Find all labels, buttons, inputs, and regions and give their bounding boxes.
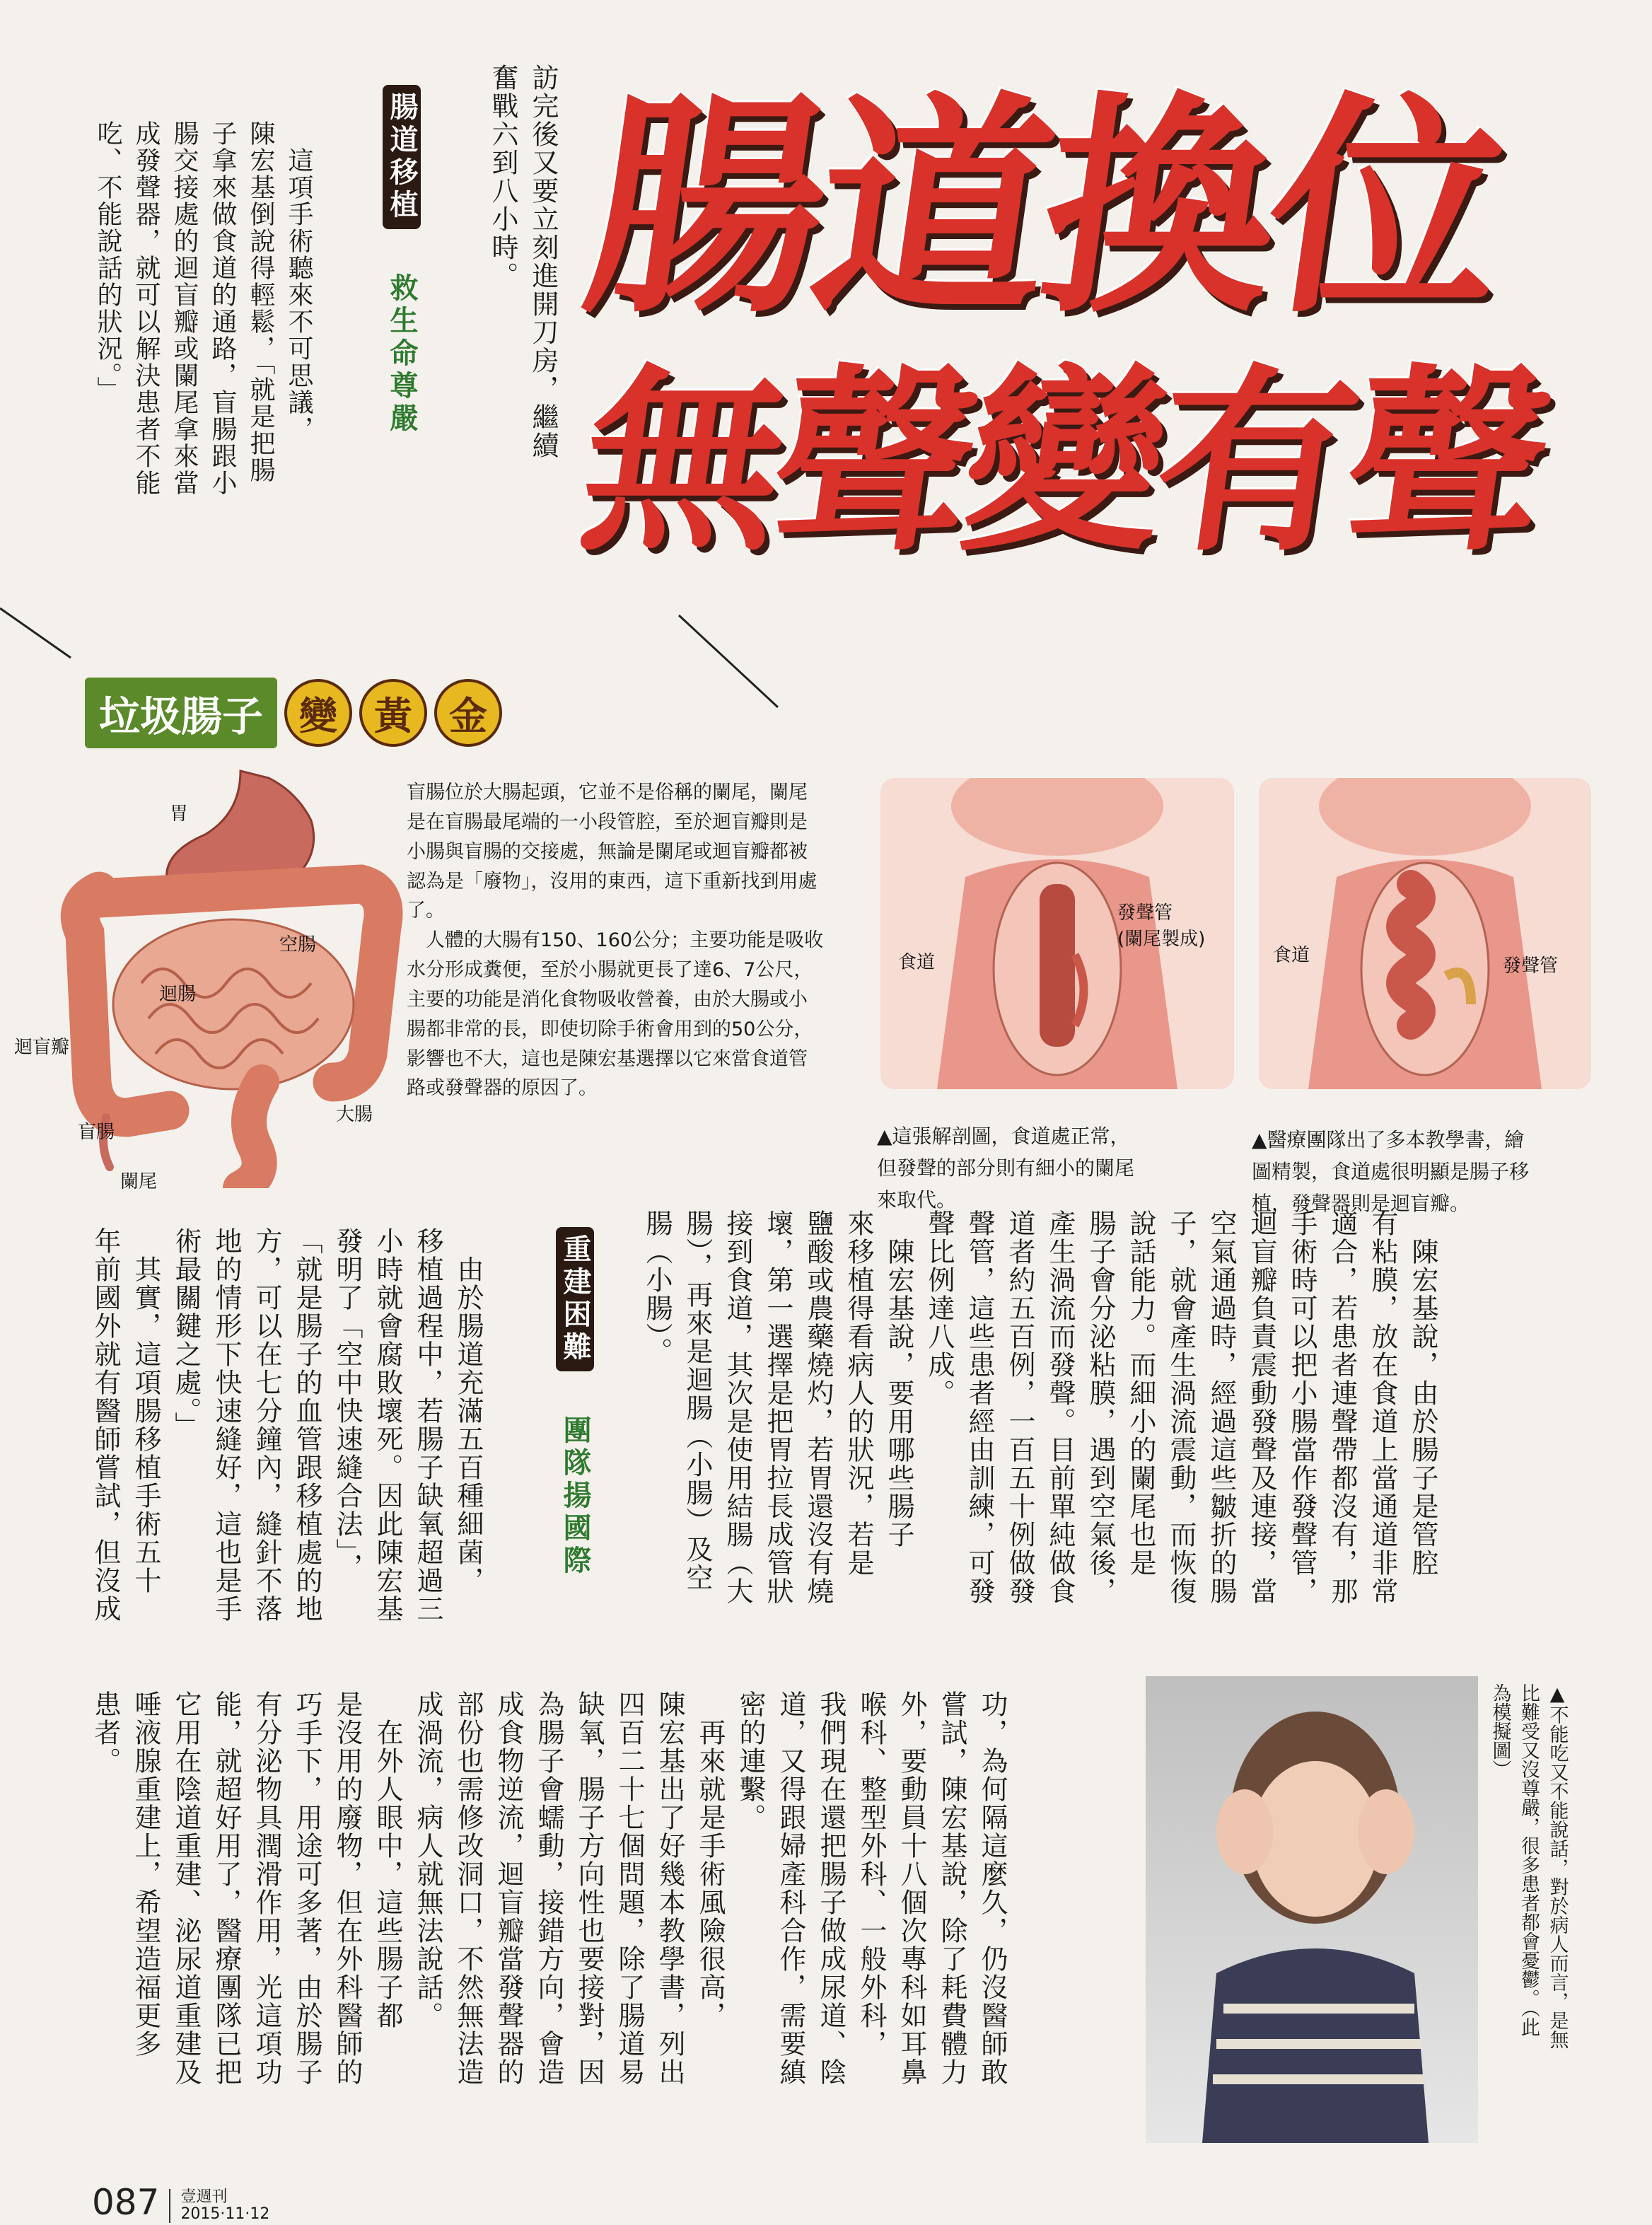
sidebar-title-text: 垃圾腸子	[85, 678, 277, 748]
sidebar-text: 盲腸位於大腸起頭，它並不是俗稱的闌尾，闌尾是在盲腸最尾端的一小段管腔，至於迴盲瓣則是小腸與盲腸的交接處，無論是闌尾或迴盲瓣都被認為是「廢物」，沒用的東西，這下重新找到用處了。 人體的大腸有150、160公分；主要功能是吸收水分形成糞便，至於小腸就更長了達6、7公尺，主要的功能是消化食物吸收營養，由於大腸或小腸都非常的長，即使切除手術會用到的50公分，影響也不大，這也是陳宏基選擇以它來當食道管路或發聲器的原因了。	[407, 782, 824, 1100]
headline-line2: 無聲變有聲	[568, 348, 1556, 579]
body-paragraph-2: 陳宏基說，由於腸子是管腔 有粘膜，放在食道上當通道非常 適合，若患者連聲帶都沒有，那 手術時可以把小腸當作發聲管， 迴盲瓣負責震動發聲及連接，當 空氣通過時，經過這些皺折的腸 子，就會產生渦流震動，而恢復 說話能力。而細小的闌尾也是 腸子會分泌粘膜，遇到空氣後， 產生渦流而發聲。目前單純做食 道者約五百例，一百五十例做發 聲管，這些患者經由訓練，可發 聲比例達八成。 陳宏基說，要用哪些腸子 來移植得看病人的狀況，若是 鹽酸或農藥燒灼，若胃還沒有燒 壞，第一選擇是把胃拉長成管狀 接到食道，其次是使用結腸（大 腸），再來是迴腸（小腸）及空 腸（小腸）。	[641, 1209, 1438, 1605]
issue-date: 2015·11·12	[180, 2204, 270, 2223]
body-paragraph-3: 由於腸道充滿五百種細菌， 移植過程中，若腸子缺氧超過三 小時就會腐敗壞死。因此陳宏基 發明了「空中快速縫合法」， 「就是腸子的血管跟移植處的地 方，可以在七分鐘內，縫針不落 地的情形下快速縫好，這也是手 術最關鍵之處。」 其實，這項腸移植手術五十 年前國外就有醫師嘗試，但沒成	[90, 1227, 484, 1623]
label-ileum: 迴腸	[159, 984, 197, 1005]
fig1-label-esophagus: 食道	[898, 952, 936, 973]
figure-2	[1259, 778, 1591, 1089]
sidebar-title-circle-2: 黃	[359, 679, 427, 747]
subhead-rebuild	[555, 1227, 595, 1585]
footer-meta	[180, 2189, 269, 2223]
label-valve: 迴盲瓣	[14, 1037, 70, 1058]
subhead-rebuild-b: 團隊揚國際	[559, 1415, 591, 1578]
fig2-label-tube: 發聲管	[1503, 955, 1559, 977]
sidebar-title-circle-3: 金	[434, 679, 502, 747]
figure-2-caption: ▲醫療團隊出了多本教學書，繪 圖精製，食道處很明顯是腸子移 植，發聲器則是迴盲瓣。	[1252, 1128, 1530, 1215]
figure-1-caption: ▲這張解剖圖，食道處正常， 但發聲的部分則有細小的闌尾 來取代。	[877, 1125, 1135, 1212]
fig1-label-tube: 發聲管 (闌尾製成)	[1117, 902, 1206, 950]
label-appendix: 闌尾	[120, 1171, 158, 1192]
subhead-transplant	[382, 85, 422, 443]
photo-woman-illustration	[1146, 1676, 1478, 2143]
page-footer	[92, 2182, 269, 2223]
subhead-rebuild-a: 重建困難	[556, 1227, 594, 1371]
subhead-transplant-a: 腸道移植	[383, 85, 421, 229]
sidebar-title-circle-1: 變	[284, 679, 352, 747]
label-stomach: 胃	[170, 803, 189, 825]
sidebar-title	[85, 679, 502, 747]
body-paragraph-1: 這項手術聽來不可思議， 陳宏基倒說得輕鬆，「就是把腸 子拿來做食道的通路，盲腸跟小 腸交接處的迴盲瓣或闌尾拿來當 成發聲器，就可以解決患者不能 吃、不能說話的狀況。」	[93, 120, 313, 496]
photo-caption: ▲不能吃又不能說話，對於病人而言，是無 比難受又沒尊嚴，很多患者都會憂鬱。（此 為模擬圖）	[1489, 1683, 1569, 2049]
headline-line1: 腸道換位	[572, 73, 1516, 344]
subhead-transplant-b: 救生命尊嚴	[385, 273, 418, 436]
page-number: 087	[92, 2182, 160, 2223]
body-paragraph-4: 功，為何隔這麼久，仍沒醫師敢 嘗試，陳宏基說，除了耗費體力 外，要動員十八個次專科如耳鼻 喉科、整型外科、一般外科， 我們現在還把腸子做成尿道、陰 道，又得跟婦產科合作，需要縝 密的連繫。 再來就是手術風險很高， 陳宏基出了好幾本教學書，列出 四百二十七個問題，除了腸道易 缺氧，腸子方向性也要接對，因 為腸子會蠕動，接錯方向，會造 成食物逆流，迴盲瓣當發聲器的 部份也需修改洞口，不然無法造 成渦流，病人就無法說話。 在外人眼中，這些腸子都 是沒用的廢物，但在外科醫師的 巧手下，用途可多著，由於腸子 有分泌物具潤滑作用，光這項功 能，就超好用了，醫療團隊已把 它用在陰道重建、泌尿道重建及 唾液腺重建上，希望造福更多 患者。	[90, 1690, 1008, 2086]
fig2-label-esophagus: 食道	[1273, 945, 1310, 966]
magazine-name: 壹週刊	[180, 2188, 228, 2206]
label-cecum: 盲腸	[78, 1122, 115, 1143]
footer-divider	[169, 2189, 170, 2223]
label-jejunum: 空腸	[279, 934, 317, 955]
label-large-intestine: 大腸	[336, 1104, 373, 1125]
figure-2-illustration	[1259, 778, 1591, 1089]
photo-woman	[1146, 1676, 1478, 2143]
body-intro-column: 訪完後又要立刻進開刀房，繼續 奮戰六到八小時。	[487, 64, 559, 460]
